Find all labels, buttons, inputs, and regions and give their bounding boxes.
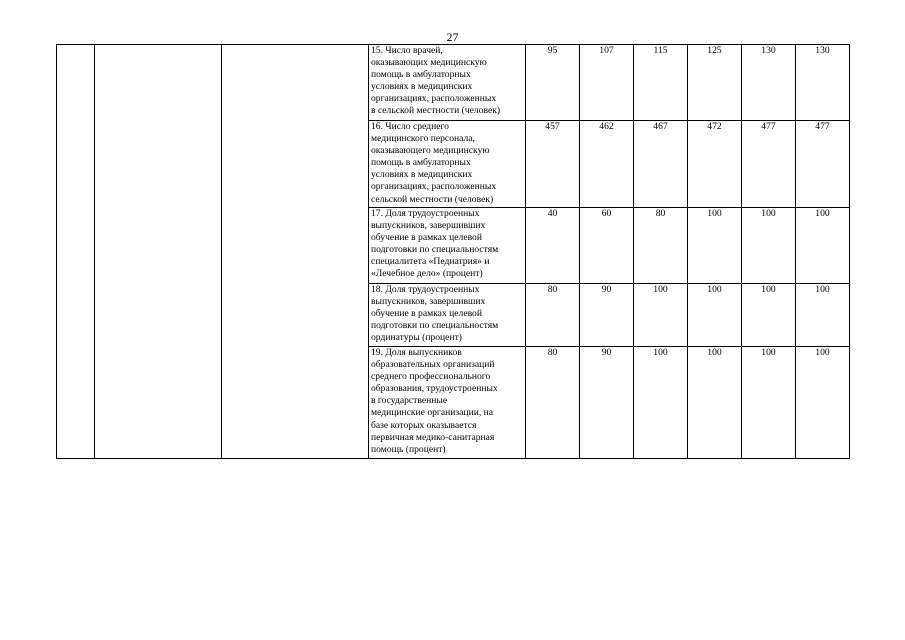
indicator-cell: 18. Доля трудоустроенных выпускников, завершивших обучение в рамках целевой подготовки по специальностям ординатуры (процент)	[369, 284, 526, 347]
value-cell: 100	[796, 284, 850, 347]
number-column-cell	[57, 45, 95, 459]
value-cell: 115	[634, 45, 688, 121]
value-cell: 80	[634, 208, 688, 284]
value-cell: 100	[634, 284, 688, 347]
value-cell: 457	[526, 121, 580, 208]
value-cell: 472	[688, 121, 742, 208]
value-cell: 95	[526, 45, 580, 121]
indicator-cell: 15. Число врачей, оказывающих медицинскую помощь в амбулаторных условиях в медицинских организациях, расположенных в сельской местности (человек)	[369, 45, 526, 121]
project-column-cell	[222, 45, 369, 459]
value-cell: 100	[688, 347, 742, 459]
indicator-cell: 17. Доля трудоустроенных выпускников, завершивших обучение в рамках целевой подготовки по специальностям специалитета «Педиатрия» и «Лечебное дело» (процент)	[369, 208, 526, 284]
value-cell: 100	[742, 284, 796, 347]
value-cell: 40	[526, 208, 580, 284]
value-cell: 130	[796, 45, 850, 121]
value-cell: 80	[526, 284, 580, 347]
value-cell: 130	[742, 45, 796, 121]
value-cell: 477	[742, 121, 796, 208]
value-cell: 100	[796, 208, 850, 284]
value-cell: 125	[688, 45, 742, 121]
value-cell: 100	[688, 284, 742, 347]
value-cell: 90	[580, 347, 634, 459]
value-cell: 100	[796, 347, 850, 459]
value-cell: 90	[580, 284, 634, 347]
value-cell: 80	[526, 347, 580, 459]
table-row	[57, 45, 850, 121]
value-cell: 462	[580, 121, 634, 208]
value-cell: 100	[742, 208, 796, 284]
value-cell: 477	[796, 121, 850, 208]
program-column-cell	[95, 45, 222, 459]
value-cell: 467	[634, 121, 688, 208]
value-cell: 100	[634, 347, 688, 459]
indicators-table	[56, 44, 850, 459]
indicator-cell: 19. Доля выпускников образовательных организаций среднего профессионального образования, трудоустроенных в государственные медицинские организации, на базе которых оказывается первичная медико-санитарная помощь (процент)	[369, 347, 526, 459]
page-number: 27	[446, 30, 459, 44]
value-cell: 100	[688, 208, 742, 284]
value-cell: 107	[580, 45, 634, 121]
value-cell: 100	[742, 347, 796, 459]
value-cell: 60	[580, 208, 634, 284]
indicator-cell: 16. Число среднего медицинского персонала, оказывающего медицинскую помощь в амбулаторных условиях в медицинских организациях, расположенных сельской местности (человек)	[369, 121, 526, 208]
